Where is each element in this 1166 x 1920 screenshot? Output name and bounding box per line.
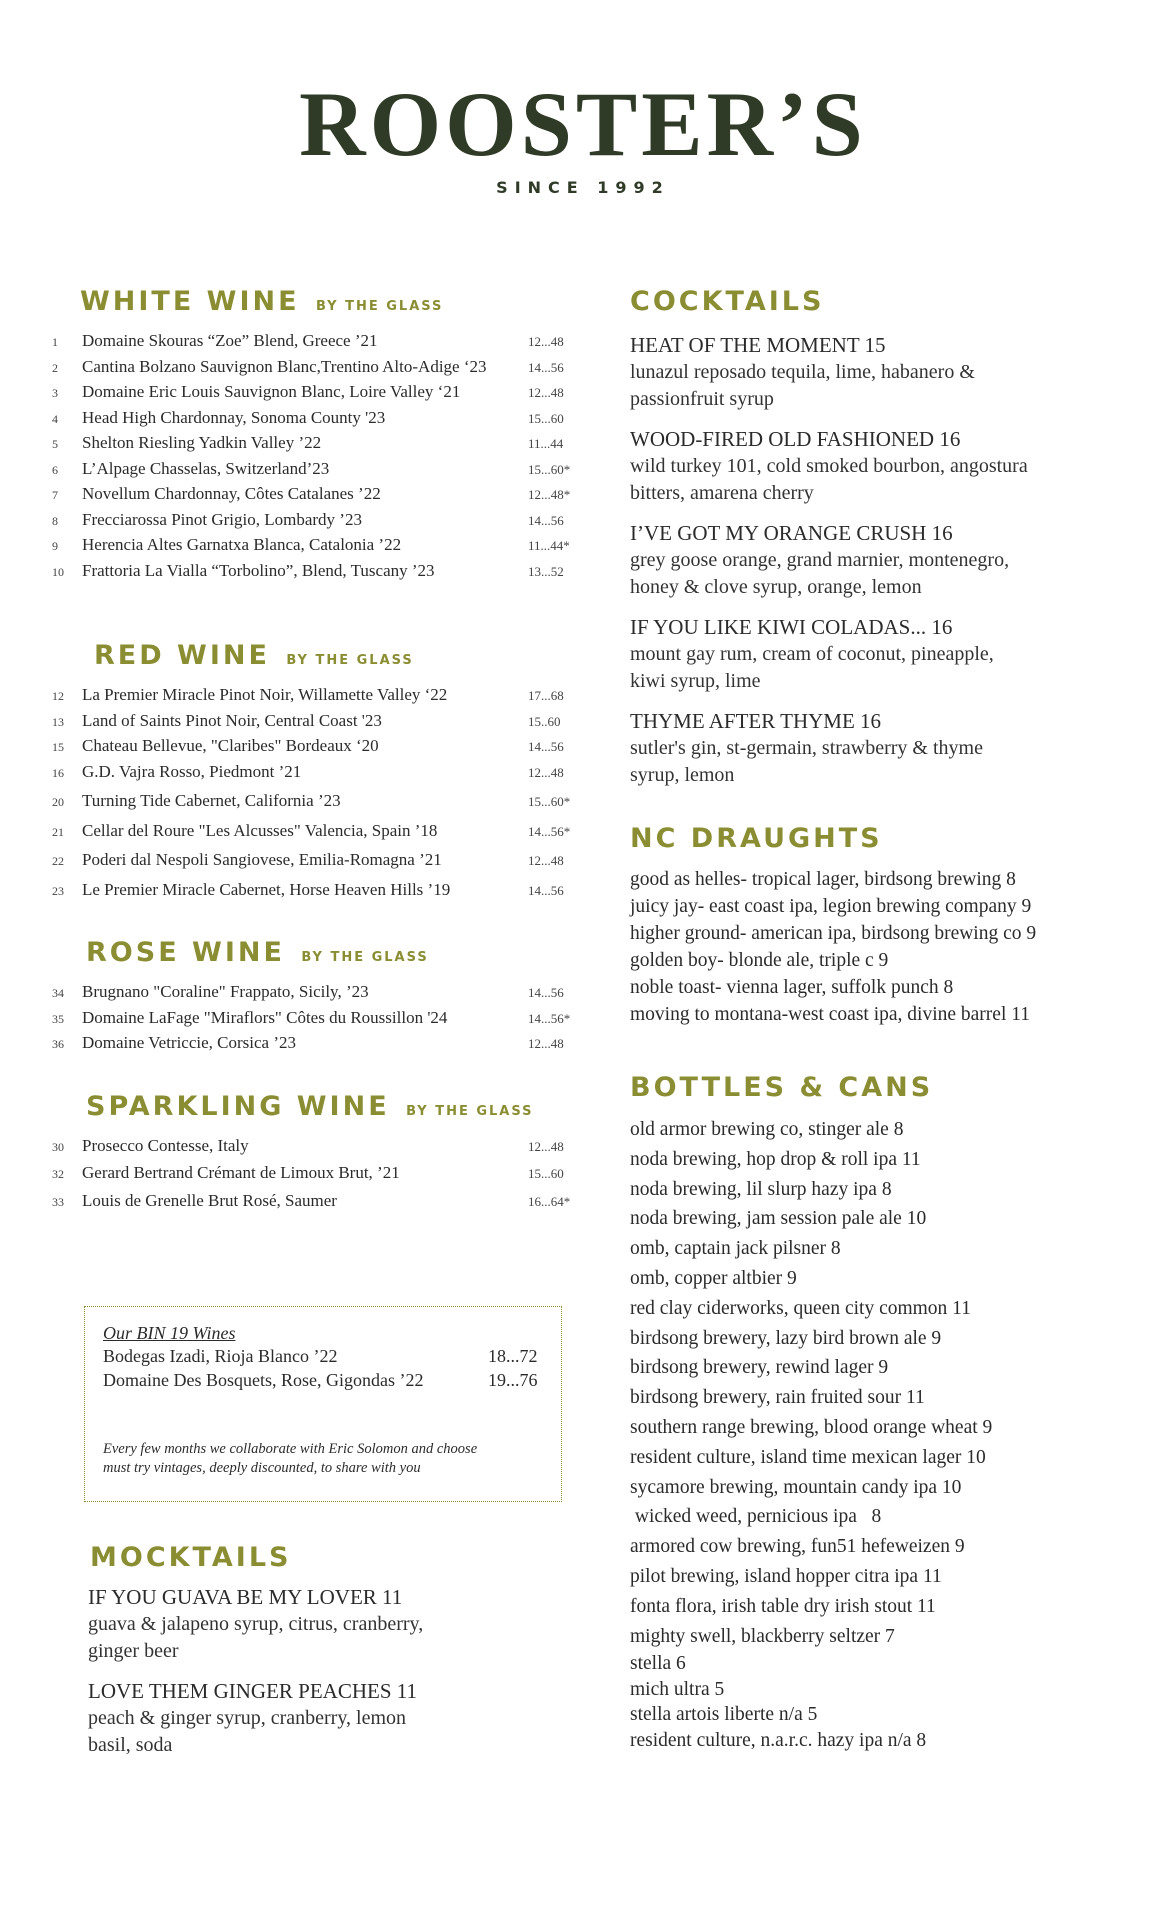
- white-wine-list: [52, 329, 572, 584]
- list-item: 9 Herencia Altes Garnatxa Blanca, Catalonia ’22 11...44*: [52, 535, 570, 554]
- list-item: wicked weed, pernicious ipa 8: [630, 1506, 882, 1528]
- list-item: birdsong brewery, lazy bird brown ale 9: [630, 1327, 942, 1349]
- list-item: 20 Turning Tide Cabernet, California ’23 15...60*: [52, 791, 571, 810]
- list-item: 35 Domaine LaFage "Miraflors" Côtes du Roussillon '24 14...56*: [52, 1007, 571, 1027]
- rose-wine-heading: ROSE WINE BY THE GLASS: [86, 937, 429, 968]
- mocktails-heading: MOCKTAILS: [90, 1542, 292, 1573]
- list-item: stella artois liberte n/a 5: [630, 1704, 818, 1726]
- bin-note: Every few months we collaborate with Eric Solomon and choose must try vintages, deeply discounted, to share with you: [103, 1441, 478, 1476]
- list-item: mich ultra 5: [630, 1678, 725, 1700]
- brand-subtitle: SINCE 1992: [496, 178, 670, 197]
- list-item: resident culture, island time mexican lager 10: [630, 1446, 986, 1468]
- list-item: I’VE GOT MY ORANGE CRUSH 16 grey goose orange, grand marnier, montenegro, honey & clove syrup, orange, lemon: [630, 521, 1010, 598]
- list-item: HEAT OF THE MOMENT 15 lunazul reposado tequila, lime, habanero & passionfruit syrup: [630, 333, 975, 410]
- list-item: IF YOU GUAVA BE MY LOVER 11 guava & jalapeno syrup, citrus, cranberry, ginger beer: [88, 1585, 424, 1662]
- list-item: fonta flora, irish table dry irish stout 11: [630, 1595, 936, 1617]
- nc-draughts-heading: NC DRAUGHTS: [630, 823, 883, 854]
- cocktails-list: [630, 331, 1150, 789]
- right-column: [630, 288, 1150, 1753]
- sparkling-wine-list: [52, 1134, 572, 1215]
- list-item: mighty swell, blackberry seltzer 7: [630, 1625, 895, 1647]
- list-item: moving to montana-west coast ipa, divine barrel 11: [630, 1004, 1031, 1025]
- brand-title: ROOSTER’S: [299, 73, 867, 175]
- list-item: 4 Head High Chardonnay, Sonoma County '23 15...60: [52, 407, 564, 427]
- list-item: Bodegas Izadi, Rioja Blanco ’22 18...72: [103, 1346, 538, 1366]
- list-item: juicy jay- east coast ipa, legion brewing company 9: [630, 896, 1032, 917]
- list-item: 32 Gerard Bertrand Crémant de Limoux Brut, ’21 15...60: [52, 1163, 564, 1182]
- list-item: WOOD-FIRED OLD FASHIONED 16 wild turkey 101, cold smoked bourbon, angostura bitters, amarena cherry: [630, 427, 1028, 504]
- list-item: 8 Frecciarossa Pinot Grigio, Lombardy ’23 14...56: [52, 509, 564, 529]
- list-item: THYME AFTER THYME 16 sutler's gin, st-germain, strawberry & thyme syrup, lemon: [630, 709, 983, 786]
- list-item: 5 Shelton Riesling Yadkin Valley ’22 11...44: [52, 433, 564, 452]
- cocktails-heading: COCKTAILS: [630, 286, 825, 317]
- list-item: old armor brewing co, stinger ale 8: [630, 1119, 904, 1140]
- list-item: birdsong brewery, rain fruited sour 11: [630, 1387, 925, 1409]
- list-item: pilot brewing, island hopper citra ipa 11: [630, 1565, 942, 1587]
- list-item: stella 6: [630, 1653, 686, 1675]
- list-item: 22 Poderi dal Nespoli Sangiovese, Emilia-Romagna ’21 12...48: [52, 850, 564, 869]
- mocktails-list: [88, 1583, 572, 1759]
- list-item: 23 Le Premier Miracle Cabernet, Horse Heaven Hills ’19 14...56: [52, 879, 564, 899]
- list-item: 1 Domaine Skouras “Zoe” Blend, Greece ’21 12...48: [52, 331, 564, 350]
- list-item: 21 Cellar del Roure "Les Alcusses" Valencia, Spain ’18 14...56*: [52, 820, 571, 840]
- list-item: omb, copper altbier 9: [630, 1267, 797, 1289]
- list-item: LOVE THEM GINGER PEACHES 11 peach & ginger syrup, cranberry, lemon basil, soda: [88, 1679, 417, 1756]
- list-item: 15 Chateau Bellevue, "Claribes" Bordeaux ‘20 14...56: [52, 736, 564, 755]
- list-item: noda brewing, hop drop & roll ipa 11: [630, 1148, 921, 1170]
- list-item: southern range brewing, blood orange wheat 9: [630, 1416, 993, 1438]
- list-item: 16 G.D. Vajra Rosso, Piedmont ’21 12...48: [52, 761, 564, 781]
- list-item: 34 Brugnano "Coraline" Frappato, Sicily, ’23 14...56: [52, 982, 564, 1001]
- rose-wine-by-the-glass: BY THE GLASS: [301, 950, 429, 965]
- bottles-list: [630, 1115, 1150, 1753]
- bin-title: Our BIN 19 Wines: [103, 1323, 236, 1343]
- list-item: armored cow brewing, fun51 hefeweizen 9: [630, 1536, 965, 1558]
- list-item: higher ground- american ipa, birdsong brewing co 9: [630, 923, 1037, 944]
- draughts-list: [630, 866, 1150, 1028]
- white-wine-heading: WHITE WINE BY THE GLASS: [80, 286, 444, 317]
- red-wine-list: [52, 683, 572, 903]
- bottles-cans-heading: BOTTLES & CANS: [630, 1072, 934, 1103]
- list-item: good as helles- tropical lager, birdsong brewing 8: [630, 869, 1016, 890]
- list-item: 10 Frattoria La Vialla “Torbolino”, Blend, Tuscany ’23 13...52: [52, 560, 564, 580]
- list-item: resident culture, n.a.r.c. hazy ipa n/a 8: [630, 1729, 927, 1751]
- list-item: Domaine Des Bosquets, Rose, Gigondas ’22 19...76: [103, 1370, 538, 1390]
- list-item: IF YOU LIKE KIWI COLADAS... 16 mount gay rum, cream of coconut, pineapple, kiwi syrup, lime: [630, 615, 994, 692]
- list-item: sycamore brewing, mountain candy ipa 10: [630, 1476, 962, 1498]
- red-wine-heading: RED WINE BY THE GLASS: [94, 640, 414, 671]
- left-column: [52, 288, 572, 1771]
- white-wine-by-the-glass: BY THE GLASS: [315, 299, 444, 314]
- list-item: 3 Domaine Eric Louis Sauvignon Blanc, Loire Valley ‘21 12...48: [52, 382, 564, 401]
- list-item: noble toast- vienna lager, suffolk punch 8: [630, 977, 954, 998]
- red-wine-by-the-glass: BY THE GLASS: [286, 653, 414, 668]
- list-item: red clay ciderworks, queen city common 11: [630, 1297, 971, 1319]
- list-item: 2 Cantina Bolzano Sauvignon Blanc,Trentino Alto-Adige ‘23 14...56: [52, 356, 564, 376]
- list-item: noda brewing, lil slurp hazy ipa 8: [630, 1178, 892, 1200]
- list-item: 13 Land of Saints Pinot Noir, Central Coast '23 15..60: [52, 710, 561, 730]
- list-item: 12 La Premier Miracle Pinot Noir, Willamette Valley ‘22 17...68: [52, 685, 564, 704]
- sparkling-wine-by-the-glass: BY THE GLASS: [406, 1103, 534, 1119]
- list-item: omb, captain jack pilsner 8: [630, 1238, 841, 1260]
- bin-19-box: [84, 1306, 562, 1502]
- rose-wine-list: [52, 980, 572, 1057]
- list-item: golden boy- blonde ale, triple c 9: [630, 950, 889, 971]
- list-item: 6 L’Alpage Chasselas, Switzerland’23 15...60*: [52, 458, 571, 478]
- list-item: 33 Louis de Grenelle Brut Rosé, Saumer 16...64*: [52, 1190, 571, 1210]
- list-item: 7 Novellum Chardonnay, Côtes Catalanes ’22 12...48*: [52, 484, 571, 503]
- list-item: birdsong brewery, rewind lager 9: [630, 1357, 889, 1379]
- sparkling-wine-heading: SPARKLING WINE BY THE GLASS: [86, 1090, 534, 1122]
- list-item: noda brewing, jam session pale ale 10: [630, 1208, 927, 1230]
- list-item: 36 Domaine Vetriccie, Corsica ’23 12...48: [52, 1033, 564, 1052]
- list-item: 30 Prosecco Contesse, Italy 12...48: [52, 1135, 564, 1155]
